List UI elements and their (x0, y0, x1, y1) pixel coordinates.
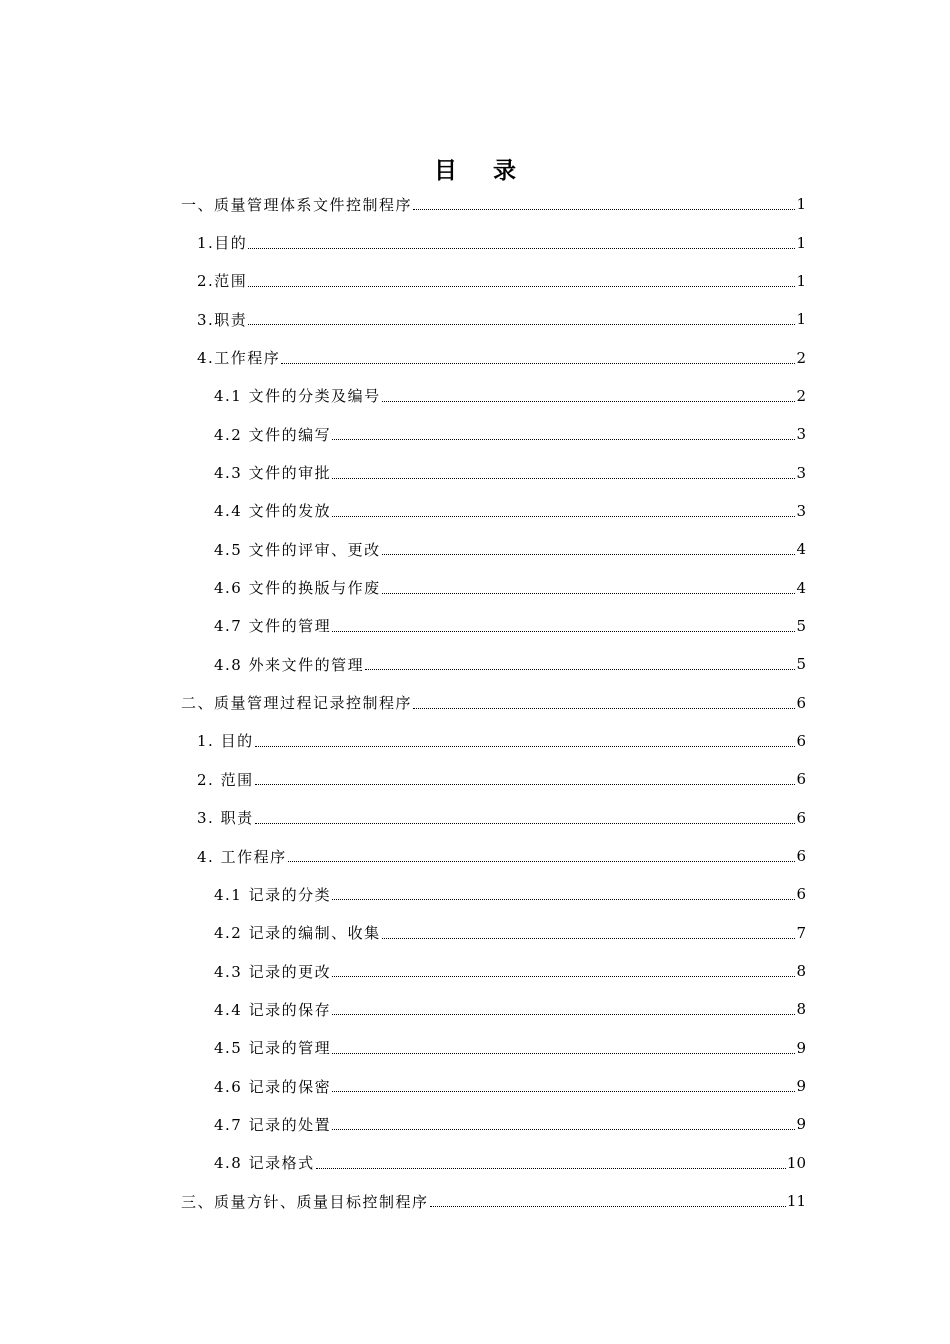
dot-leader (382, 553, 796, 555)
dot-leader (430, 1205, 786, 1207)
toc-entry[interactable] (0, 990, 950, 1028)
dot-leader (248, 285, 795, 287)
toc-entry-label: 3. 职责 (197, 809, 254, 828)
dot-leader (332, 438, 795, 440)
toc-entry-page-number: 6 (796, 847, 806, 866)
toc-entry-page-number: 9 (796, 1077, 806, 1096)
toc-entry-page-number: 6 (796, 731, 806, 750)
dot-leader (365, 668, 795, 670)
toc-entry[interactable] (0, 223, 950, 261)
toc-entry-page-number: 2 (796, 386, 806, 405)
toc-entry-label: 3.职责 (197, 310, 248, 329)
toc-entry-label: 4.8 记录格式 (214, 1154, 315, 1173)
toc-entry-label: 1.目的 (197, 234, 248, 253)
toc-entry[interactable] (0, 1182, 950, 1220)
dot-leader (248, 323, 795, 325)
toc-entry-label: 4.6 文件的换版与作废 (214, 579, 381, 598)
toc-entry-page-number: 11 (786, 1192, 806, 1211)
toc-entry-label: 2. 范围 (197, 770, 254, 789)
toc-entry[interactable] (0, 875, 950, 913)
toc-entry-page-number: 7 (796, 923, 806, 942)
toc-entry-page-number: 6 (796, 808, 806, 827)
toc-entry[interactable] (0, 1144, 950, 1182)
toc-entry-label: 4.5 文件的评审、更改 (214, 540, 381, 559)
toc-entry-label: 4.7 文件的管理 (214, 617, 332, 636)
toc-entry-label: 2.范围 (197, 272, 248, 291)
toc-entry-page-number: 9 (796, 1038, 806, 1057)
toc-entry-label: 1. 目的 (197, 732, 254, 751)
toc-entry-label: 二、质量管理过程记录控制程序 (181, 694, 413, 713)
toc-entry-page-number: 5 (796, 655, 806, 674)
toc-entry-page-number: 1 (796, 195, 806, 214)
toc-entry-page-number: 3 (796, 463, 806, 482)
toc-entry-label: 4.4 记录的保存 (214, 1000, 332, 1019)
toc-entry-label: 4.4 文件的发放 (214, 502, 332, 521)
toc-entry-page-number: 6 (796, 770, 806, 789)
dot-leader (332, 1013, 795, 1015)
toc-entry-label: 4.工作程序 (197, 349, 281, 368)
dot-leader (332, 477, 795, 479)
toc-entry-page-number: 3 (796, 501, 806, 520)
toc-entry[interactable] (0, 530, 950, 568)
toc-entry[interactable] (0, 262, 950, 300)
table-of-contents (0, 185, 950, 1220)
toc-entry-label: 4.5 记录的管理 (214, 1039, 332, 1058)
toc-entry[interactable] (0, 683, 950, 721)
dot-leader (288, 860, 796, 862)
toc-entry-page-number: 2 (796, 348, 806, 367)
dot-leader (332, 1128, 795, 1130)
dot-leader (316, 1167, 786, 1169)
toc-entry[interactable] (0, 952, 950, 990)
dot-leader (413, 707, 795, 709)
dot-leader (332, 630, 795, 632)
toc-entry-page-number: 4 (796, 578, 806, 597)
toc-entry-page-number: 1 (796, 310, 806, 329)
toc-entry[interactable] (0, 415, 950, 453)
toc-entry[interactable] (0, 722, 950, 760)
toc-entry[interactable] (0, 607, 950, 645)
toc-entry-label: 4.6 记录的保密 (214, 1077, 332, 1096)
toc-entry[interactable] (0, 1067, 950, 1105)
toc-entry[interactable] (0, 453, 950, 491)
dot-leader (382, 400, 796, 402)
toc-entry-page-number: 1 (796, 233, 806, 252)
toc-entry-page-number: 6 (796, 693, 806, 712)
toc-entry[interactable] (0, 1105, 950, 1143)
toc-entry[interactable] (0, 568, 950, 606)
toc-entry-label: 4.8 外来文件的管理 (214, 655, 365, 674)
toc-entry[interactable] (0, 914, 950, 952)
dot-leader (413, 208, 795, 210)
dot-leader (332, 1052, 795, 1054)
toc-entry[interactable] (0, 492, 950, 530)
toc-entry[interactable] (0, 338, 950, 376)
toc-entry-label: 4.2 文件的编写 (214, 425, 332, 444)
toc-entry-label: 4.1 记录的分类 (214, 885, 332, 904)
dot-leader (255, 783, 796, 785)
toc-entry-label: 4. 工作程序 (197, 847, 287, 866)
toc-entry-label: 4.7 记录的处置 (214, 1115, 332, 1134)
toc-entry[interactable] (0, 300, 950, 338)
dot-leader (382, 937, 796, 939)
toc-entry[interactable] (0, 799, 950, 837)
toc-entry[interactable] (0, 377, 950, 415)
toc-entry[interactable] (0, 185, 950, 223)
dot-leader (248, 247, 795, 249)
toc-entry-page-number: 4 (796, 540, 806, 559)
toc-entry-label: 三、质量方针、质量目标控制程序 (181, 1192, 429, 1211)
dot-leader (255, 822, 796, 824)
toc-entry-label: 4.2 记录的编制、收集 (214, 924, 381, 943)
toc-entry[interactable] (0, 760, 950, 798)
dot-leader (332, 898, 795, 900)
toc-entry-page-number: 10 (786, 1153, 806, 1172)
toc-entry-page-number: 5 (796, 616, 806, 635)
toc-entry-page-number: 3 (796, 425, 806, 444)
toc-entry-page-number: 6 (796, 885, 806, 904)
toc-entry-label: 4.1 文件的分类及编号 (214, 387, 381, 406)
dot-leader (332, 515, 795, 517)
toc-entry-label: 4.3 记录的更改 (214, 962, 332, 981)
dot-leader (255, 745, 796, 747)
dot-leader (332, 1090, 795, 1092)
dot-leader (382, 592, 796, 594)
toc-entry[interactable] (0, 645, 950, 683)
dot-leader (281, 362, 795, 364)
toc-entry-page-number: 8 (796, 1000, 806, 1019)
toc-entry-label: 一、质量管理体系文件控制程序 (181, 195, 413, 214)
toc-entry-page-number: 9 (796, 1115, 806, 1134)
toc-title: 目 录 (433, 157, 530, 184)
dot-leader (332, 975, 795, 977)
toc-entry[interactable] (0, 837, 950, 875)
toc-entry[interactable] (0, 1029, 950, 1067)
toc-entry-label: 4.3 文件的审批 (214, 464, 332, 483)
toc-entry-page-number: 1 (796, 271, 806, 290)
toc-entry-page-number: 8 (796, 962, 806, 981)
